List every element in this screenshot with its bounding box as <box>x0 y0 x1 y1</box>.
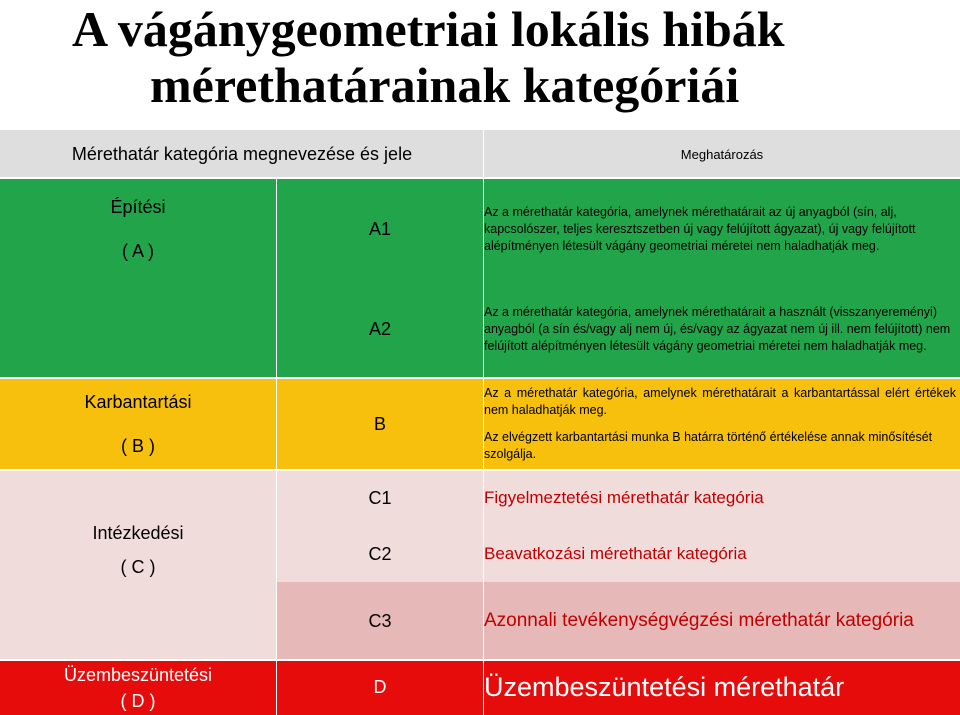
category-epitesi <box>0 178 276 280</box>
definition-b <box>484 378 960 470</box>
code-c1: C1 <box>276 470 484 526</box>
title-line-2: mérethatárainak kategóriái <box>150 57 740 113</box>
row-divider <box>0 659 960 661</box>
definition-c2: Beavatkozási mérethatár kategória <box>484 526 960 582</box>
definition-d: Üzembeszüntetési mérethatár <box>484 660 960 715</box>
category-epitesi-continued <box>0 280 276 378</box>
definition-a1: Az a mérethatár kategória, amelynek mérethatárait az új anyagból (sín, alj, kapcsolószer, teljes keresztszetben új vagy felújított ágyazat), új vagy felújított alépítményen létesült vágány geometriai méretei nem haladhatják meg. <box>484 178 960 280</box>
code-c3: C3 <box>276 582 484 660</box>
category-karbantartasi <box>0 378 276 470</box>
code-a1: A1 <box>276 178 484 280</box>
code-d: D <box>276 660 484 715</box>
category-uzembeszuntetesi <box>0 660 276 715</box>
header-category-name: Mérethatár kategória megnevezése és jele <box>0 130 484 178</box>
column-divider <box>276 178 277 715</box>
category-code: ( D ) <box>120 690 156 711</box>
category-intezkedesi <box>0 470 276 660</box>
category-name: Üzembeszüntetési <box>63 664 213 685</box>
page-title <box>0 0 960 130</box>
definition-a2: Az a mérethatár kategória, amelynek mérethatárait a használt (visszanyereményi) anyagból (a sín és/vagy alj nem új, és/vagy az ágyazat nem új ill. nem felújított) nem felújított alépítményen létesült vágány geometriai méretei nem haladhatják meg. <box>484 280 960 378</box>
code-a2: A2 <box>276 280 484 378</box>
definition-c1: Figyelmeztetési mérethatár kategória <box>484 470 960 526</box>
definition-b-line-1: Az a mérethatár kategória, amelynek mérethatárait a karbantartással elért értékek nem haladhatják meg. <box>484 386 956 417</box>
title-line-1: A vágánygeometriai lokális hibák <box>72 1 785 57</box>
category-code: ( B ) <box>121 436 155 456</box>
definition-c3: Azonnali tevékenységvégzési mérethatár kategória <box>484 582 960 660</box>
category-name: Intézkedési <box>92 523 184 543</box>
column-divider <box>483 130 484 715</box>
category-code: ( C ) <box>120 557 156 577</box>
code-c2: C2 <box>276 526 484 582</box>
row-divider <box>0 177 960 179</box>
header-definition: Meghatározás <box>484 130 960 178</box>
row-divider <box>0 377 960 379</box>
category-name: Építési <box>110 197 166 217</box>
definition-b-line-2: Az elvégzett karbantartási munka B határra történő értékelése annak minősítését szolgálja. <box>484 430 933 461</box>
code-b: B <box>276 378 484 470</box>
row-divider <box>0 469 960 471</box>
category-name: Karbantartási <box>84 392 192 412</box>
category-code: ( A ) <box>121 241 154 261</box>
